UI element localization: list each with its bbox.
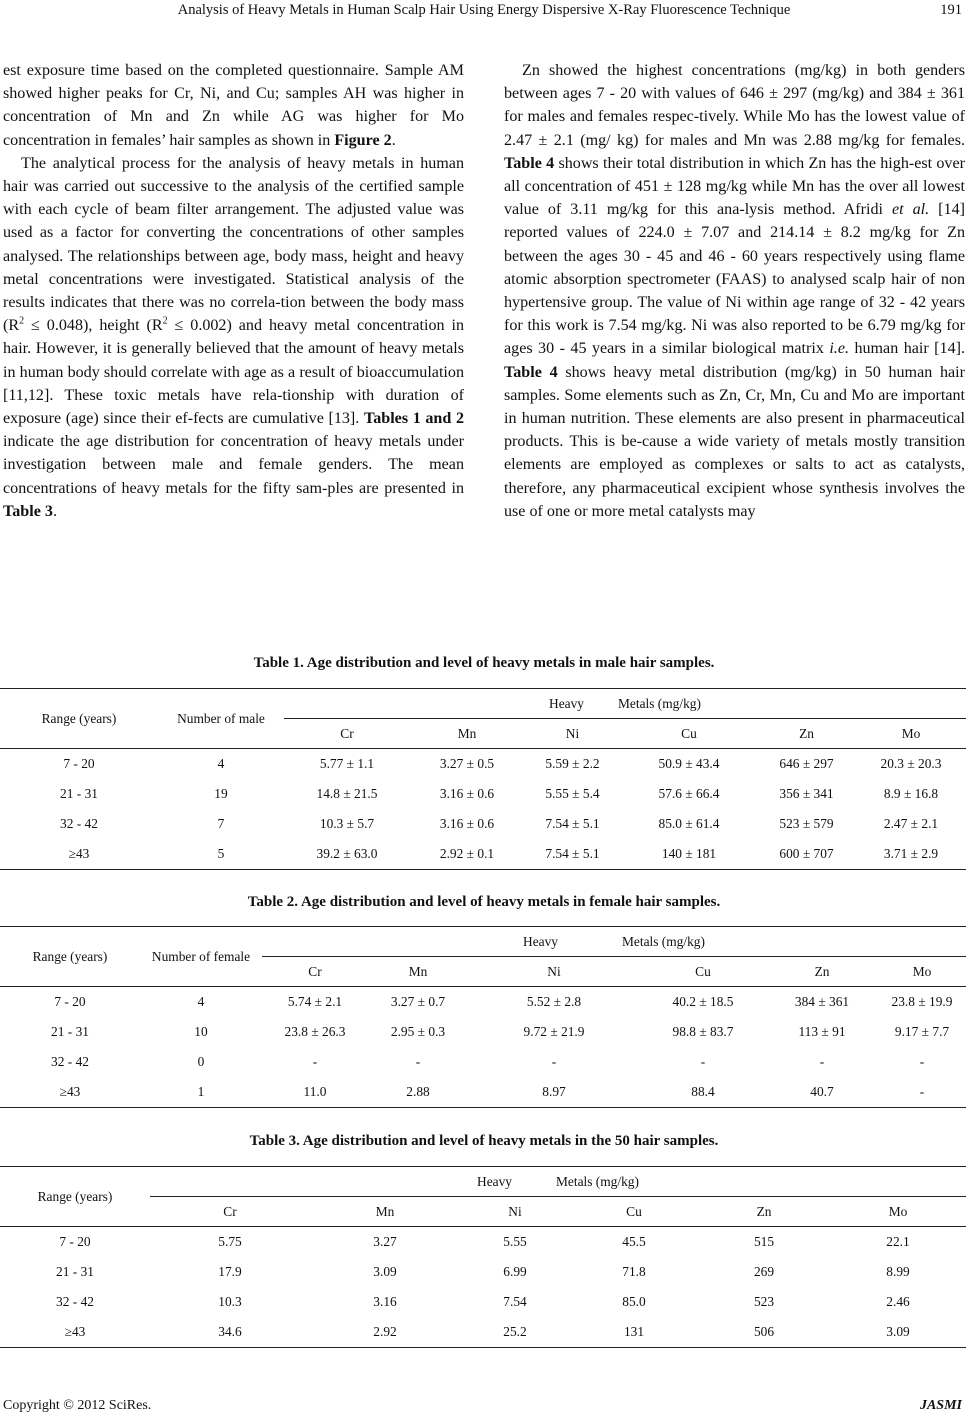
metal-header: Ni — [508, 1203, 522, 1219]
table-cell: 384 ± 361 — [766, 987, 878, 1018]
group-header-part: Heavy — [477, 1173, 512, 1189]
table-row — [0, 1227, 966, 1258]
metal-header: Cu — [681, 725, 697, 741]
table-cell: 3.27 — [310, 1227, 460, 1258]
table-row — [0, 1257, 966, 1287]
table-cell: 3.71 ± 2.9 — [856, 839, 966, 870]
table-cell: 3.27 ± 0.5 — [410, 749, 524, 780]
metal-header: Mn — [457, 725, 477, 741]
table-cell: 7.54 ± 5.1 — [524, 839, 621, 870]
paragraph-text: shows heavy metal distribution (mg/kg) in 50 human hair samples. Some elements such as Zn, Cr, Mn, Cu and Mo are important in human nutrition. These elements are also present in pharmaceutical products. This is be-cause a wide variety of metals mostly transition elements are employed as complexes or salts to act as catalysts, therefore, any pharmaceutical excipient whose synthesis involves the use of one or more metal catalysts may — [504, 363, 965, 520]
metal-header: Cr — [340, 725, 354, 741]
col-header-range: Range (years) — [0, 1167, 150, 1227]
table-cell: 1 — [140, 1077, 262, 1108]
table-cell: 5.55 ± 5.4 — [545, 786, 600, 801]
table-cell: - — [819, 1054, 825, 1069]
table-cell: 113 ± 91 — [798, 1024, 846, 1039]
group-header — [150, 1167, 966, 1197]
table-row — [0, 987, 966, 1018]
table-cell: 32 - 42 — [60, 816, 98, 831]
table-cell: 2.88 — [368, 1077, 468, 1108]
journal-name: JASMI — [919, 1398, 962, 1413]
table-reference: Table 4 — [504, 154, 555, 172]
running-title: Analysis of Heavy Metals in Human Scalp Hair Using Energy Dispersive X-Ray Fluorescence Technique — [177, 2, 791, 18]
table-cell: 22.1 — [830, 1227, 966, 1258]
table-cell: 7 - 20 — [0, 749, 158, 780]
table-cell: 40.7 — [766, 1077, 878, 1108]
paragraph-text: The analytical process for the analysis of heavy metals in human hair was carried out successive to the analysis of the certified sample with each cycle of beam filter arrangement. The adjusted value was used as a factor for converting the concentrations of other samples analysed. The relationships between age, body mass, height and heavy metal concentrations were investigated. Statistical analysis of the results indicates that there was no correla-tion between the body mass (R — [3, 154, 464, 335]
table-cell: - — [878, 1077, 966, 1108]
table-cell: 523 ± 579 — [779, 816, 834, 831]
metal-header: Mo — [901, 725, 921, 741]
paragraph-text: indicate the age distribution for concentration of heavy metals under investigation between male and female genders. The mean concentrations of heavy metals for the fifty sam-ples are presented in — [3, 433, 464, 497]
table-row — [0, 1047, 966, 1077]
table-cell: 506 — [698, 1317, 830, 1348]
table-cell: 2.92 ± 0.1 — [410, 839, 524, 870]
table-cell: 21 - 31 — [56, 1264, 94, 1279]
table-cell: 98.8 ± 83.7 — [672, 1024, 734, 1039]
superscript: 2 — [162, 315, 168, 327]
paragraph-text: [14] reported values of 224.0 ± 7.07 and 214.14 ± 8.2 mg/kg for Zn between the ages 30 - 45 and 46 - 60 years respectively using flame atomic absorption spectrometer (FAAS) to analysed scalp hair of non hypertensive group. The value of Ni within age range of 32 - 42 years for this work is 7.54 mg/kg. Ni was also reported to be 6.79 mg/kg for ages 30 - 45 years in a similar biological matrix — [504, 201, 965, 358]
table-cell: 3.16 ± 0.6 — [439, 786, 495, 801]
table-cell: ≥43 — [0, 1317, 150, 1348]
paragraph-text: est exposure time based on the completed questionnaire. Sample AM showed higher peaks for Cr, Ni, and Cu; samples AH was higher in concentration of Mn and Zn while AG was higher for Mo concentration in females’ hair samples as shown in — [3, 62, 464, 149]
table-cell: 9.72 ± 21.9 — [523, 1024, 585, 1039]
table-row — [0, 749, 966, 780]
page-header — [0, 0, 968, 26]
paragraph-text: ≤ 0.048), height (R — [24, 317, 163, 335]
table-cell: 21 - 31 — [60, 786, 98, 801]
table-cell: - — [551, 1054, 557, 1069]
metal-header: Cr — [308, 963, 322, 979]
table-cell: 23.8 ± 19.9 — [878, 987, 966, 1018]
table-cell: 2.92 — [310, 1317, 460, 1348]
table-cell: 7 — [217, 816, 225, 831]
table-cell: 45.5 — [570, 1227, 698, 1258]
metal-header: Zn — [756, 1203, 772, 1219]
group-header-part: Metals (mg/kg) — [622, 933, 705, 949]
table-cell: - — [700, 1054, 706, 1069]
table-cell: 85.0 ± 61.4 — [658, 816, 720, 831]
group-header — [284, 689, 966, 719]
table-cell: 40.2 ± 18.5 — [640, 987, 766, 1018]
table-2-caption: Table 2. Age distribution and level of heavy metals in female hair samples. — [247, 894, 721, 910]
table-cell: ≥43 — [0, 839, 158, 870]
metal-header: Cr — [223, 1203, 237, 1219]
table-reference: Table 4 — [504, 363, 558, 381]
table-row — [0, 1017, 966, 1047]
table-cell: 2.47 ± 2.1 — [883, 816, 939, 831]
table-cell: 10.3 — [218, 1294, 242, 1309]
metal-header: Zn — [799, 725, 814, 741]
table-cell: 6.99 — [503, 1264, 527, 1279]
table-row — [0, 1287, 966, 1317]
table-cell: 7.54 ± 5.1 — [545, 816, 600, 831]
table-cell: 600 ± 707 — [757, 839, 856, 870]
paragraph — [504, 59, 965, 523]
table-cell: 3.09 — [830, 1317, 966, 1348]
table-2 — [0, 926, 966, 1108]
table-cell: 34.6 — [150, 1317, 310, 1348]
table-cell: 8.9 ± 16.8 — [883, 786, 939, 801]
table-cell: 57.6 ± 66.4 — [658, 786, 720, 801]
table-cell: 85.0 — [622, 1294, 646, 1309]
col-header-range: Range (years) — [0, 927, 140, 987]
table-cell: 131 — [570, 1317, 698, 1348]
table-3-caption: Table 3. Age distribution and level of heavy metals in the 50 hair samples. — [249, 1133, 719, 1149]
table-cell: 7 - 20 — [0, 987, 140, 1018]
table-cell: 140 ± 181 — [621, 839, 757, 870]
table-cell: 9.17 ± 7.7 — [894, 1024, 950, 1039]
group-header-part: Heavy — [523, 933, 558, 949]
table-row — [0, 839, 966, 870]
table-cell: - — [919, 1054, 925, 1069]
table-cell: 3.16 — [373, 1294, 397, 1309]
table-cell: 3.09 — [373, 1264, 397, 1279]
table-cell: 14.8 ± 21.5 — [316, 786, 378, 801]
metal-header: Mo — [888, 1203, 908, 1219]
table-cell: 8.99 — [886, 1264, 910, 1279]
group-header-part: Metals (mg/kg) — [618, 695, 701, 711]
table-cell: 5.77 ± 1.1 — [284, 749, 410, 780]
table-cell: 21 - 31 — [51, 1024, 89, 1039]
table-cell: 32 - 42 — [51, 1054, 89, 1069]
table-cell: 2.46 — [886, 1294, 910, 1309]
copyright-notice: Copyright © 2012 SciRes. — [3, 1398, 152, 1413]
table-cell: 5.59 ± 2.2 — [524, 749, 621, 780]
table-cell: 5.52 ± 2.8 — [468, 987, 640, 1018]
paragraph — [3, 152, 464, 523]
paragraph-text: . — [391, 131, 396, 149]
table-cell: 8.97 — [468, 1077, 640, 1108]
table-cell: 646 ± 297 — [757, 749, 856, 780]
col-header-count: Number of male — [158, 689, 284, 749]
table-cell: 50.9 ± 43.4 — [621, 749, 757, 780]
table-cell: 10.3 ± 5.7 — [319, 816, 375, 831]
table-cell: 5.75 — [150, 1227, 310, 1258]
paragraph-text: . — [52, 502, 57, 520]
metal-header: Zn — [814, 963, 830, 979]
table-cell: 88.4 — [640, 1077, 766, 1108]
table-row — [0, 779, 966, 809]
table-cell: 7 - 20 — [0, 1227, 150, 1258]
page-number: 191 — [940, 2, 962, 18]
table-cell: 523 — [753, 1294, 775, 1309]
col-header-range: Range (years) — [0, 689, 158, 749]
table-cell: 3.16 ± 0.6 — [439, 816, 495, 831]
paragraph-text: shows their total distribution in which Zn has the high-est over all concentration of 451 ± 128 mg/kg while Mn has the over all lowest value of 3.11 mg/kg for this ana-lysis method. Afridi — [504, 154, 965, 219]
table-cell: 17.9 — [218, 1264, 242, 1279]
metal-header: Mo — [912, 963, 932, 979]
table-cell: 2.95 ± 0.3 — [390, 1024, 446, 1039]
table-cell: 4 — [140, 987, 262, 1018]
paragraph-text: ≤ 0.002) and heavy metal concentration in hair. However, it is generally believed that the amount of heavy metals in human body should correlate with age as a result of bioaccumulation [11,12]. These toxic metals have rela-tionship with duration of exposure (age) since their ef-fects are cumulative [13]. — [3, 317, 465, 428]
table-3 — [0, 1166, 966, 1348]
group-header-part: Heavy — [549, 695, 584, 711]
group-header-part: Metals (mg/kg) — [556, 1173, 639, 1189]
table-cell: 0 — [197, 1054, 205, 1069]
paragraph-text: Zn showed the highest concentrations (mg/kg) in both genders between ages 7 - 20 with values of 646 ± 297 (mg/kg) and 384 ± 361 for males and females respec-tively. While Mo has the lowest value of 2.47 ± 2.1 (mg/ kg) for males and Mn was 2.88 mg/kg for females. — [504, 62, 965, 149]
table-cell: 10 — [194, 1024, 208, 1039]
group-header — [262, 927, 966, 957]
table-cell: 19 — [214, 786, 228, 801]
metal-header: Mn — [375, 1203, 395, 1219]
table-cell: 5.55 — [460, 1227, 570, 1258]
table-cell: 23.8 ± 26.3 — [284, 1024, 346, 1039]
table-cell: 356 ± 341 — [779, 786, 834, 801]
table-cell: 4 — [158, 749, 284, 780]
table-reference: Table 3 — [3, 502, 53, 520]
paragraph — [3, 59, 464, 152]
table-cell: 25.2 — [460, 1317, 570, 1348]
table-cell: 71.8 — [622, 1264, 646, 1279]
table-cell: 20.3 ± 20.3 — [856, 749, 966, 780]
metal-header: Ni — [565, 725, 580, 741]
col-header-count: Number of female — [140, 927, 262, 987]
left-column — [3, 59, 464, 523]
table-cell: 11.0 — [262, 1077, 368, 1108]
table-cell: - — [415, 1054, 421, 1069]
paragraph-text: human hair [14]. — [849, 340, 966, 358]
table-cell: 5 — [158, 839, 284, 870]
table-cell: 39.2 ± 63.0 — [284, 839, 410, 870]
metal-header: Mn — [408, 963, 428, 979]
table-cell: 3.27 ± 0.7 — [368, 987, 468, 1018]
table-cell: 515 — [698, 1227, 830, 1258]
table-1-caption: Table 1. Age distribution and level of heavy metals in male hair samples. — [253, 655, 715, 671]
table-row — [0, 809, 966, 839]
table-cell: ≥43 — [0, 1077, 140, 1108]
table-1 — [0, 688, 966, 870]
table-reference: Tables 1 and 2 — [363, 410, 465, 428]
table-cell: 32 - 42 — [56, 1294, 94, 1309]
metal-header: Cu — [626, 1203, 642, 1219]
table-cell: - — [312, 1054, 318, 1069]
italic-text: i.e. — [829, 340, 849, 358]
table-row — [0, 1317, 966, 1348]
table-cell: 269 — [753, 1264, 775, 1279]
metal-header: Cu — [695, 963, 711, 979]
table-cell: 5.74 ± 2.1 — [262, 987, 368, 1018]
metal-header: Ni — [547, 963, 561, 979]
italic-text: et al. — [892, 201, 930, 219]
figure-reference: Figure 2 — [334, 131, 392, 149]
table-cell: 7.54 — [503, 1294, 527, 1309]
table-row — [0, 1077, 966, 1108]
right-column — [504, 59, 965, 523]
superscript: 2 — [19, 315, 25, 327]
